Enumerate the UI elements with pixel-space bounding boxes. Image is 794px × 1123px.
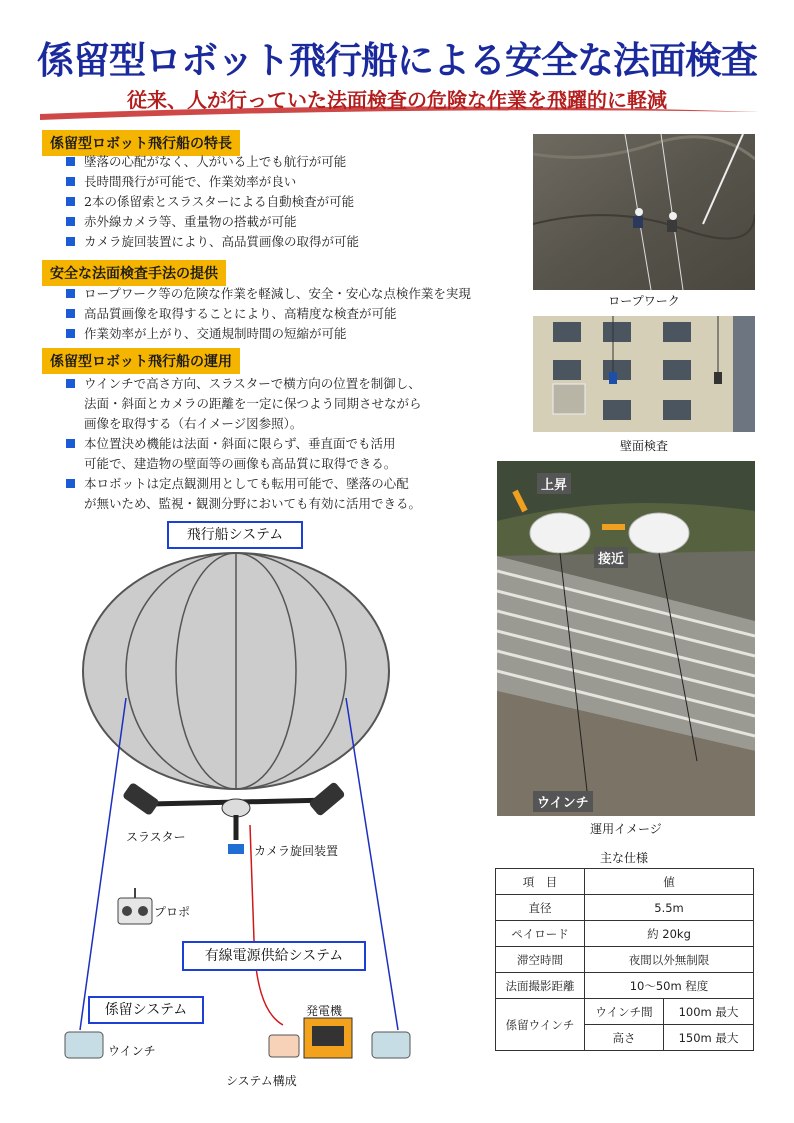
- page-subtitle: 従来、人が行っていた法面検査の危険な作業を飛躍的に軽減: [127, 88, 667, 112]
- winch-label: ウインチ: [533, 791, 593, 812]
- list-item: 赤外線カメラ等、重量物の搭載が可能: [62, 212, 359, 232]
- spec-value: 約 20kg: [585, 921, 754, 947]
- page-title: 係留型ロボット飛行船による安全な法面検査: [37, 39, 757, 82]
- square-bullet-icon: [66, 309, 75, 318]
- right-mooring-line: [346, 698, 398, 1030]
- table-row: [496, 973, 754, 999]
- left-mooring-line: [80, 698, 126, 1030]
- square-bullet-icon: [66, 479, 75, 488]
- section-heading-method: 安全な法面検査手法の提供: [42, 260, 226, 286]
- operation-list: [62, 374, 422, 514]
- wall-inspection-caption: 壁面検査: [619, 439, 668, 453]
- square-bullet-icon: [66, 237, 75, 246]
- square-bullet-icon: [66, 289, 75, 298]
- thruster-label: スラスター: [126, 830, 186, 844]
- spec-item: 滞空時間: [496, 947, 585, 973]
- left-winch-icon: [65, 1032, 103, 1058]
- square-bullet-icon: [66, 379, 75, 388]
- left-thruster: [122, 782, 160, 816]
- list-item: 2本の係留索とスラスターによる自動検査が可能: [62, 192, 359, 212]
- square-bullet-icon: [66, 329, 75, 338]
- list-item: 本ロボットは定点観測用としても転用可能で、墜落の心配 が無いため、監視・観測分野においても有効に活用できる。: [62, 474, 422, 514]
- list-item: ウインチで高さ方向、スラスターで横方向の位置を制御し、 法面・斜面とカメラの距離を一定に保つよう同期させながら 画像を取得する（右イメージ図参照）。: [62, 374, 422, 434]
- power-winch-icon: [269, 1035, 299, 1057]
- spec-item: 直径: [496, 895, 585, 921]
- table-row: [496, 869, 754, 895]
- spec-value: 夜間以外無制限: [585, 947, 754, 973]
- generator-label: 発電機: [306, 1004, 343, 1018]
- table-row: [496, 895, 754, 921]
- power-system-label: 有線電源供給システム: [182, 941, 366, 971]
- spec-item: ペイロード: [496, 921, 585, 947]
- operation-photo: [497, 461, 755, 816]
- system-diagram: [40, 540, 440, 1060]
- method-list: [62, 284, 471, 344]
- square-bullet-icon: [66, 177, 75, 186]
- header-value: 値: [585, 869, 754, 895]
- right-winch-icon: [372, 1032, 410, 1058]
- diagram-caption: システム構成: [226, 1074, 297, 1088]
- mooring-system-label: 係留システム: [88, 996, 204, 1024]
- spec-item: 法面撮影距離: [496, 973, 585, 999]
- square-bullet-icon: [66, 217, 75, 226]
- spec-title: 主な仕様: [599, 851, 648, 865]
- up-label: 上昇: [537, 473, 571, 494]
- list-item: 長時間飛行が可能で、作業効率が良い: [62, 172, 359, 192]
- wall-inspection-photo: [533, 316, 755, 432]
- right-thruster: [308, 781, 346, 817]
- section-heading-features: 係留型ロボット飛行船の特長: [42, 130, 240, 156]
- features-list: [62, 152, 359, 252]
- rope-work-photo: [533, 134, 755, 290]
- square-bullet-icon: [66, 157, 75, 166]
- spec-value: 10～50m 程度: [585, 973, 754, 999]
- table-row: [496, 921, 754, 947]
- table-row: [496, 999, 754, 1025]
- operation-caption: 運用イメージ: [590, 822, 662, 836]
- section-heading-operation: 係留型ロボット飛行船の運用: [42, 348, 240, 374]
- table-row: [496, 947, 754, 973]
- list-item: 本位置決め機能は法面・斜面に限らず、垂直面でも活用 可能で、建造物の壁面等の画像も高品質に取得できる。: [62, 434, 422, 474]
- spec-item: 係留ウインチ: [496, 999, 585, 1051]
- approach-label: 接近: [594, 547, 628, 568]
- list-item: 墜落の心配がなく、人がいる上でも航行が可能: [62, 152, 359, 172]
- list-item: 高品質画像を取得することにより、高精度な検査が可能: [62, 304, 471, 324]
- list-item: 作業効率が上がり、交通規制時間の短縮が可能: [62, 324, 471, 344]
- spec-table: [495, 868, 754, 1051]
- square-bullet-icon: [66, 197, 75, 206]
- camera-rotator-label: カメラ旋回装置: [254, 844, 339, 858]
- list-item: カメラ旋回装置により、高品質画像の取得が可能: [62, 232, 359, 252]
- camera-icon: [228, 844, 244, 854]
- spec-value: 100m 最大: [664, 999, 754, 1025]
- winch-label: ウインチ: [108, 1044, 156, 1058]
- square-bullet-icon: [66, 439, 75, 448]
- airship-system-label: 飛行船システム: [167, 521, 303, 549]
- spec-subitem: 高さ: [585, 1025, 664, 1051]
- propo-label: プロポ: [154, 905, 191, 919]
- spec-value: 150m 最大: [664, 1025, 754, 1051]
- spec-subitem: ウインチ間: [585, 999, 664, 1025]
- header-item: 項 目: [496, 869, 585, 895]
- spec-value: 5.5m: [585, 895, 754, 921]
- rope-work-caption: ロープワーク: [608, 294, 680, 308]
- list-item: ロープワーク等の危険な作業を軽減し、安全・安心な点検作業を実現: [62, 284, 471, 304]
